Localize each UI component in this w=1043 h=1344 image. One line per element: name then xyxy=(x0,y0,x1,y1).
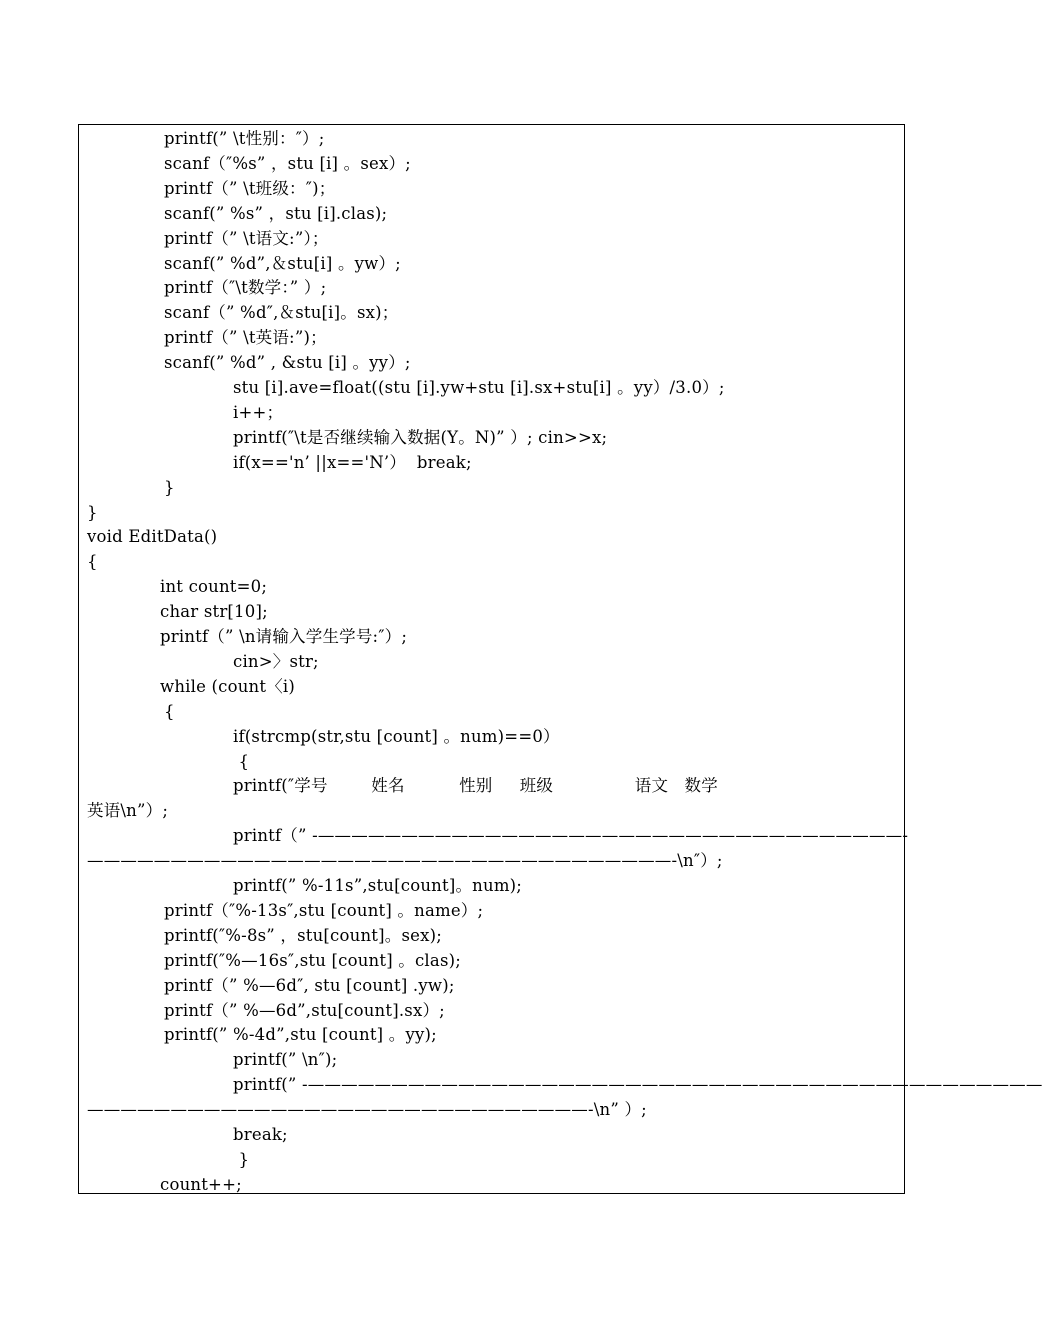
code-line: printf（” %—6d″, stu [count] .yw); xyxy=(164,975,455,995)
code-line: printf(″%—16s″,stu [count] 。clas); xyxy=(164,950,462,970)
code-line: printf（” \t英语:”)； xyxy=(164,328,327,348)
code-line: scanf(” %d” , &stu [i] 。yy）; xyxy=(164,353,411,373)
code-line: printf(″%-8s” ，stu[count]。sex); xyxy=(164,925,442,945)
code-line: } xyxy=(233,1149,250,1169)
code-line: count++; xyxy=(160,1174,242,1194)
code-line: printf(” \t性别：″）; xyxy=(164,129,325,148)
code-line: scanf（″%s” ，stu [i] 。sex）; xyxy=(164,153,411,173)
code-line: void EditData() xyxy=(87,527,218,547)
code-line: i++； xyxy=(233,402,284,422)
code-line: { xyxy=(87,552,98,572)
code-line: cin>〉str; xyxy=(233,651,319,671)
code-line: scanf（” %d″,＆stu[i]。sx)； xyxy=(164,303,399,323)
code-line: char str[10]; xyxy=(160,602,268,622)
code-line: if(strcmp(str,stu [count] 。num)==0） xyxy=(233,726,560,746)
code-line: printf（″%-13s″,stu [count] 。name）; xyxy=(164,900,484,920)
code-line: ——————————————————————————————-\n” ）; xyxy=(87,1100,647,1120)
code-line: } xyxy=(164,477,175,497)
code-line: printf(” %-4d”,stu [count] 。yy); xyxy=(164,1025,437,1045)
code-line: printf(” %-11s”,stu[count]。num); xyxy=(233,876,523,895)
code-line: break; xyxy=(233,1125,288,1144)
code-line: scanf(” %d”,＆stu[i] 。yw）; xyxy=(164,253,401,273)
code-line: scanf(” %s” ，stu [i].clas); xyxy=(164,203,388,223)
code-line: printf（” \n请输入学生学号:″）; xyxy=(160,627,408,646)
code-line: printf（” \t语文:”）； xyxy=(164,228,329,248)
code-line: printf(” \n″); xyxy=(233,1050,338,1070)
code-line: printf（” \t班级：″)； xyxy=(164,178,336,198)
code-line: printf(” -———————————————————————————————————————————— xyxy=(233,1075,1043,1095)
code-line: int count=0; xyxy=(160,577,268,597)
code-line: ———————————————————————————————————-\n″）; xyxy=(87,851,723,871)
code-line: 英语\n”）; xyxy=(87,801,169,821)
code-listing-box xyxy=(78,124,1043,1194)
code-line: printf（″\t数学：” ）; xyxy=(164,278,327,298)
code-line: printf（” %—6d”,stu[count].sx）; xyxy=(164,1000,445,1020)
code-line: { xyxy=(233,751,250,771)
code-line: printf(″\t是否继续输入数据(Y。N)” ）; cin>>x; xyxy=(233,427,608,447)
code-line: while (count〈i) xyxy=(160,676,296,696)
code-line: if(x=='n’ ||x=='N’） break; xyxy=(233,452,472,472)
code-line: stu [i].ave=float((stu [i].yw+stu [i].sx+stu[i] 。yy）/3.0）; xyxy=(233,378,725,397)
code-line: printf(″学号 姓名 性别 班级 语文 数学 xyxy=(233,776,718,796)
code-line: printf（” -———————————————————————————————————- xyxy=(233,826,909,846)
code-line: { xyxy=(164,701,175,721)
code-line: } xyxy=(87,502,98,522)
